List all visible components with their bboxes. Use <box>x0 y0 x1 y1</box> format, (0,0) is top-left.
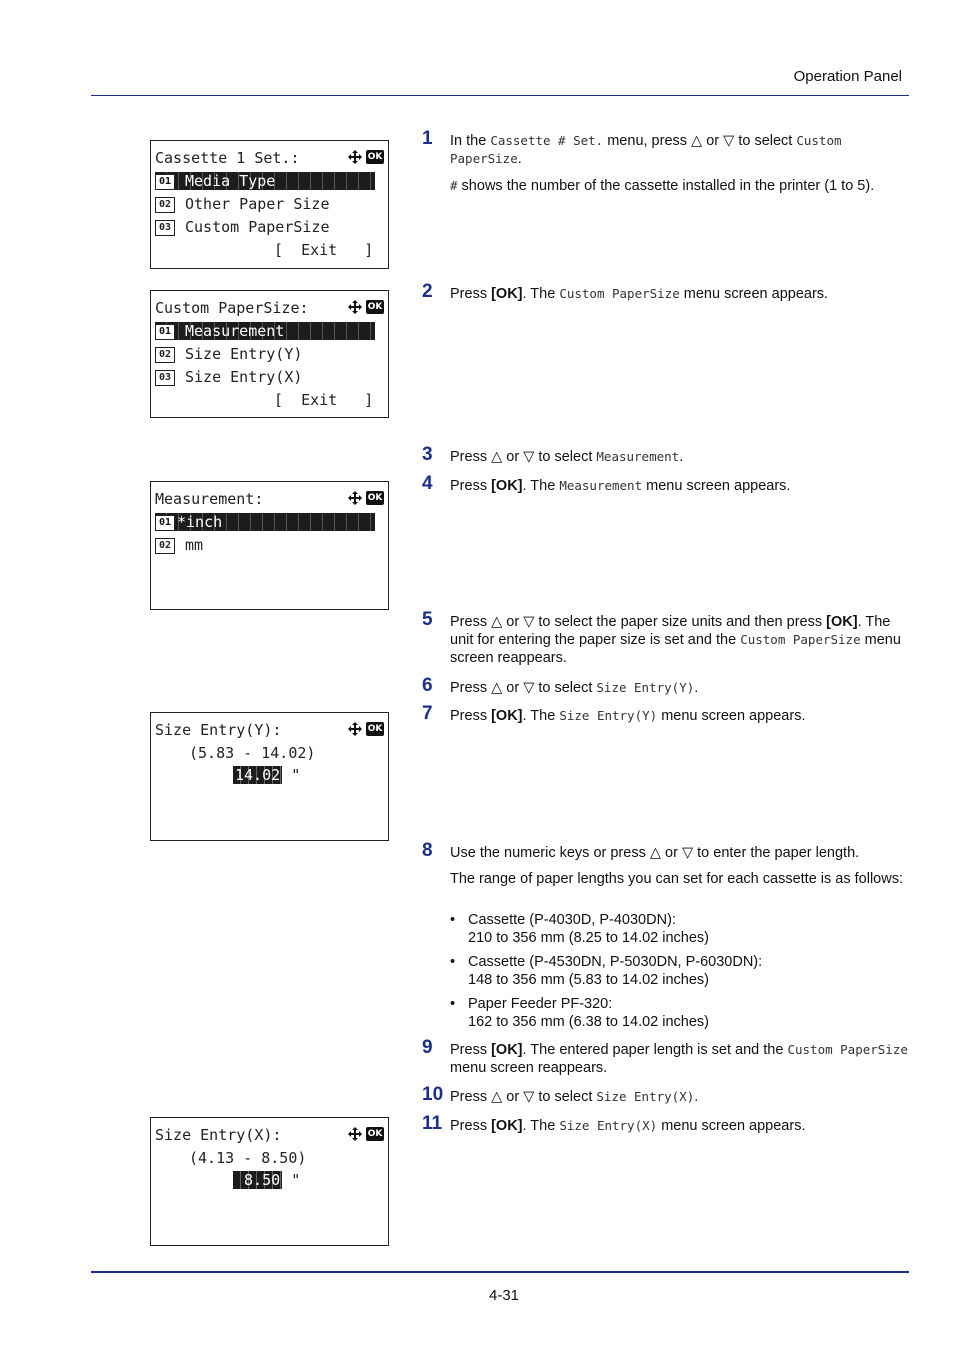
lcd-item-size-entry-y[interactable] <box>155 345 302 363</box>
step-text: Press [OK]. The Custom PaperSize menu screen appears. <box>450 286 829 302</box>
step-text: Use the numeric keys or press △ or ▽ to enter the paper length. <box>450 845 860 861</box>
step-number: 10 <box>422 1084 444 1105</box>
lcd-title: Size Entry(X): <box>155 1126 282 1144</box>
step-2 <box>422 281 910 303</box>
step-3 <box>422 444 910 466</box>
ok-icon: OK <box>367 493 383 503</box>
ok-icon: OK <box>367 724 383 734</box>
footer-rule <box>91 1271 909 1273</box>
item-number: 01 <box>155 515 175 531</box>
lcd-exit[interactable]: [ Exit ] <box>274 391 374 409</box>
lcd-item-other-paper-size[interactable] <box>155 195 330 213</box>
lcd-status-icons <box>347 299 384 315</box>
four-way-arrow-icon <box>347 299 363 315</box>
lcd-status-icons <box>347 490 384 506</box>
item-label: mm <box>185 536 204 554</box>
item-label: Measurement <box>185 322 285 340</box>
lcd-cassette-set <box>150 140 389 269</box>
lcd-item-media-type[interactable] <box>155 172 275 190</box>
item-label: *inch <box>177 513 223 531</box>
step-text: Press [OK]. The entered paper length is set and the Custom PaperSize menu screen reappears. <box>450 1042 908 1076</box>
lcd-item-measurement[interactable] <box>155 322 284 340</box>
step-number: 8 <box>422 840 433 861</box>
lcd-measurement <box>150 481 389 610</box>
step-8 <box>422 840 910 862</box>
lcd-status-icons <box>347 1126 384 1142</box>
item-label: Media Type <box>185 172 276 190</box>
step-text: Press △ or ▽ to select Size Entry(Y). <box>450 680 699 696</box>
value-input[interactable]: 14.02 <box>235 766 281 784</box>
step-7 <box>422 703 910 725</box>
step-text: Press [OK]. The Size Entry(Y) menu screen appears. <box>450 708 806 724</box>
range-bullet: • Cassette (P-4030D, P-4030DN): 210 to 356 mm (8.25 to 14.02 inches) <box>450 912 710 946</box>
step-8-range-intro: The range of paper lengths you can set for each cassette is as follows: <box>450 871 903 887</box>
step-6 <box>422 675 910 697</box>
item-number: 01 <box>155 324 175 340</box>
lcd-size-entry-y <box>150 712 389 841</box>
step-text: In the Cassette # Set. menu, press △ or ▽ to select Custom PaperSize. <box>450 133 842 167</box>
range-bullet: • Cassette (P-4530DN, P-5030DN, P-6030DN): 148 to 356 mm (5.83 to 14.02 inches) <box>450 954 763 988</box>
step-number: 11 <box>422 1113 443 1134</box>
lcd-value-row <box>233 766 300 784</box>
step-text: Press [OK]. The Size Entry(X) menu screen appears. <box>450 1118 806 1134</box>
item-label: Other Paper Size <box>185 195 330 213</box>
value-input[interactable]: 8.50 <box>235 1171 281 1189</box>
lcd-custom-papersize <box>150 290 389 418</box>
lcd-exit[interactable]: [ Exit ] <box>274 241 374 259</box>
step-number: 6 <box>422 675 433 696</box>
item-number: 01 <box>155 174 175 190</box>
running-header: Operation Panel <box>793 68 902 85</box>
lcd-status-icons <box>347 721 384 737</box>
item-number: 03 <box>155 370 175 386</box>
step-text: Press △ or ▽ to select Size Entry(X). <box>450 1089 699 1105</box>
step-number: 7 <box>422 703 433 724</box>
item-number: 02 <box>155 347 175 363</box>
four-way-arrow-icon <box>347 1126 363 1142</box>
header-rule <box>91 95 909 96</box>
item-number: 02 <box>155 197 175 213</box>
lcd-item-custom-papersize[interactable] <box>155 218 330 236</box>
lcd-value-row <box>233 1171 300 1189</box>
unit-label: " <box>291 1171 301 1189</box>
four-way-arrow-icon <box>347 721 363 737</box>
item-number: 03 <box>155 220 175 236</box>
step-9 <box>422 1037 910 1077</box>
step-10 <box>422 1084 910 1106</box>
lcd-range: (4.13 - 8.50) <box>189 1149 307 1167</box>
item-label: Size Entry(X) <box>185 368 303 386</box>
step-1-note: # shows the number of the cassette installed in the printer (1 to 5). <box>450 178 875 194</box>
item-label: Size Entry(Y) <box>185 345 303 363</box>
step-number: 5 <box>422 609 433 630</box>
lcd-range: (5.83 - 14.02) <box>189 744 316 762</box>
step-number: 4 <box>422 473 433 494</box>
ok-icon: OK <box>367 1129 383 1139</box>
step-1 <box>422 128 910 168</box>
step-number: 1 <box>422 128 433 149</box>
lcd-title: Measurement: <box>155 490 264 508</box>
lcd-size-entry-x <box>150 1117 389 1246</box>
unit-label: " <box>291 766 301 784</box>
page-number: 4-31 <box>488 1287 520 1304</box>
step-5 <box>422 609 910 667</box>
lcd-title: Size Entry(Y): <box>155 721 282 739</box>
lcd-status-icons <box>347 149 384 165</box>
step-11 <box>422 1113 910 1135</box>
step-text: Press △ or ▽ to select Measurement. <box>450 449 684 465</box>
four-way-arrow-icon <box>347 490 363 506</box>
ok-icon: OK <box>367 152 383 162</box>
four-way-arrow-icon <box>347 149 363 165</box>
lcd-item-mm[interactable] <box>155 536 203 554</box>
ok-icon: OK <box>367 302 383 312</box>
step-number: 2 <box>422 281 433 302</box>
lcd-title: Cassette 1 Set.: <box>155 149 300 167</box>
lcd-item-inch[interactable] <box>155 513 222 531</box>
step-4 <box>422 473 910 495</box>
step-text: Press [OK]. The Measurement menu screen appears. <box>450 478 791 494</box>
step-number: 3 <box>422 444 433 465</box>
step-text: Press △ or ▽ to select the paper size units and then press [OK]. The unit for entering the paper size is set and the Custom PaperSize menu screen reappears. <box>450 614 901 666</box>
lcd-title: Custom PaperSize: <box>155 299 309 317</box>
lcd-item-size-entry-x[interactable] <box>155 368 302 386</box>
range-bullet: • Paper Feeder PF-320: 162 to 356 mm (6.38 to 14.02 inches) <box>450 996 710 1030</box>
item-number: 02 <box>155 538 175 554</box>
item-label: Custom PaperSize <box>185 218 330 236</box>
step-number: 9 <box>422 1037 433 1058</box>
